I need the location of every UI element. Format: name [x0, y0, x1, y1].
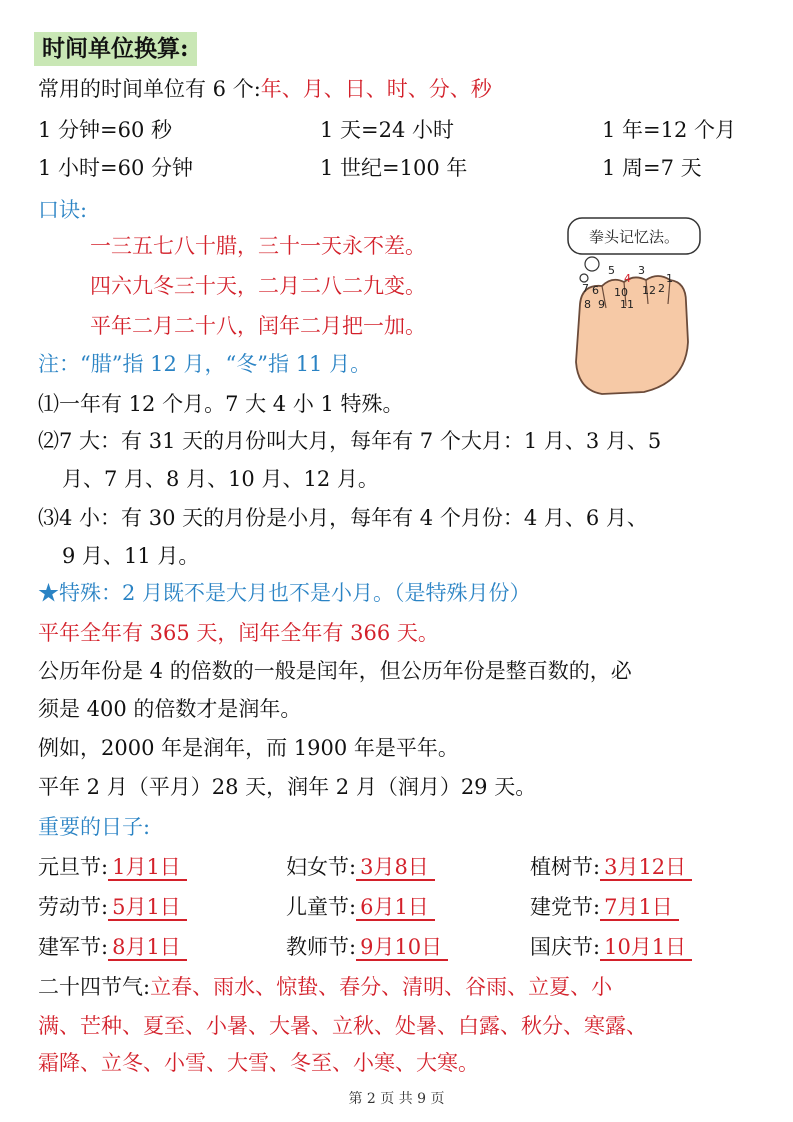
units-intro: 常用的时间单位有 6 个: — [38, 77, 261, 101]
point-line: ⑴一年有 12 个月。7 大 4 小 1 特殊。 — [38, 392, 404, 416]
holiday-date: 3月12日 — [600, 855, 692, 881]
section-title: 时间单位换算: — [34, 32, 197, 66]
special-line: ★特殊：2 月既不是大月也不是小月。（是特殊月份） — [38, 581, 531, 605]
fist-number: 9 — [598, 298, 605, 311]
holiday — [530, 932, 692, 962]
units-list: 年、月、日、时、分、秒 — [260, 77, 492, 101]
conversion-3: 1 年=12 个月 — [602, 118, 737, 142]
conversion-4: 1 小时=60 分钟 — [38, 156, 194, 180]
holiday — [530, 852, 692, 882]
fist-number: 7 — [582, 282, 589, 295]
holiday — [530, 892, 679, 922]
holiday-date: 1月1日 — [108, 855, 187, 881]
holiday-name: 国庆节: — [530, 935, 601, 959]
holiday — [286, 892, 435, 922]
conversion-5: 1 世纪=100 年 — [320, 156, 468, 180]
mnemonic-line: 一三五七八十腊，三十一天永不差。 — [90, 234, 426, 258]
leap-rule-line: 须是 400 的倍数才是润年。 — [38, 697, 302, 721]
holiday — [38, 892, 187, 922]
holiday-name: 儿童节: — [286, 895, 357, 919]
bubble-text: 拳头记忆法。 — [588, 228, 680, 246]
important-label: 重要的日子: — [38, 815, 151, 839]
bubble-dot — [585, 257, 599, 271]
holiday — [38, 932, 187, 962]
holiday-date: 3月8日 — [356, 855, 435, 881]
holiday — [286, 852, 435, 882]
fist-number: 5 — [608, 264, 615, 277]
solar-terms-line — [38, 972, 612, 1002]
mnemonic-line: 平年二月二十八，闰年二月把一加。 — [90, 314, 426, 338]
point-line: 9 月、11 月。 — [62, 544, 200, 568]
fist-number: 10 — [614, 286, 628, 299]
conversion-1: 1 分钟=60 秒 — [38, 118, 173, 142]
note-line: 注：“腊”指 12 月，“冬”指 11 月。 — [38, 352, 372, 376]
holiday-name: 建党节: — [530, 895, 601, 919]
holiday-date: 10月1日 — [600, 935, 692, 961]
fist-number: 8 — [584, 298, 591, 311]
conversion-2: 1 天=24 小时 — [320, 118, 455, 142]
leap-rule-line: 公历年份是 4 的倍数的一般是闰年，但公历年份是整百数的，必 — [38, 659, 632, 683]
point-line: ⑵7 大：有 31 天的月份叫大月，每年有 7 个大月：1 月、3 月、5 — [38, 429, 662, 453]
fist-number: 1 — [666, 272, 673, 285]
fist-illustration — [562, 212, 702, 398]
holiday — [38, 852, 187, 882]
holiday-date: 5月1日 — [108, 895, 187, 921]
fist-number: 3 — [638, 264, 645, 277]
fist-number: 12 — [642, 284, 656, 297]
fist-number: 2 — [658, 282, 665, 295]
point-line: ⑶4 小：有 30 天的月份是小月，每年有 4 个月份：4 月、6 月、 — [38, 506, 648, 530]
fist-number: 4 — [624, 272, 631, 285]
holiday — [286, 932, 448, 962]
feb-days-line: 平年 2 月（平月）28 天，润年 2 月（润月）29 天。 — [38, 775, 537, 799]
units-line — [38, 74, 492, 104]
holiday-name: 元旦节: — [38, 855, 109, 879]
holiday-date: 6月1日 — [356, 895, 435, 921]
fist-number: 11 — [620, 298, 634, 311]
solar-terms-line: 满、芒种、夏至、小暑、大暑、立秋、处暑、白露、秋分、寒露、 — [38, 1014, 647, 1038]
solar-terms-label: 二十四节气: — [38, 975, 151, 999]
mnemonic-line: 四六九冬三十天，二月二八二九变。 — [90, 274, 426, 298]
holiday-date: 9月10日 — [356, 935, 448, 961]
mnemonic-label: 口诀: — [38, 198, 88, 222]
page-footer: 第 2 页 共 9 页 — [348, 1091, 445, 1107]
holiday-name: 劳动节: — [38, 895, 109, 919]
solar-terms-line: 霜降、立冬、小雪、大雪、冬至、小寒、大寒。 — [38, 1051, 479, 1075]
holiday-date: 8月1日 — [108, 935, 187, 961]
year-days-line: 平年全年有 365 天，闰年全年有 366 天。 — [38, 621, 439, 645]
holiday-name: 妇女节: — [286, 855, 357, 879]
point-line: 月、7 月、8 月、10 月、12 月。 — [62, 467, 379, 491]
holiday-name: 建军节: — [38, 935, 109, 959]
example-line: 例如，2000 年是润年，而 1900 年是平年。 — [38, 736, 459, 760]
holiday-name: 植树节: — [530, 855, 601, 879]
holiday-date: 7月1日 — [600, 895, 679, 921]
bubble-dot — [580, 274, 588, 282]
solar-terms-text: 立春、雨水、惊蛰、春分、清明、谷雨、立夏、小 — [150, 975, 613, 999]
conversion-6: 1 周=7 天 — [602, 156, 702, 180]
fist-number: 6 — [592, 284, 599, 297]
holiday-name: 教师节: — [286, 935, 357, 959]
